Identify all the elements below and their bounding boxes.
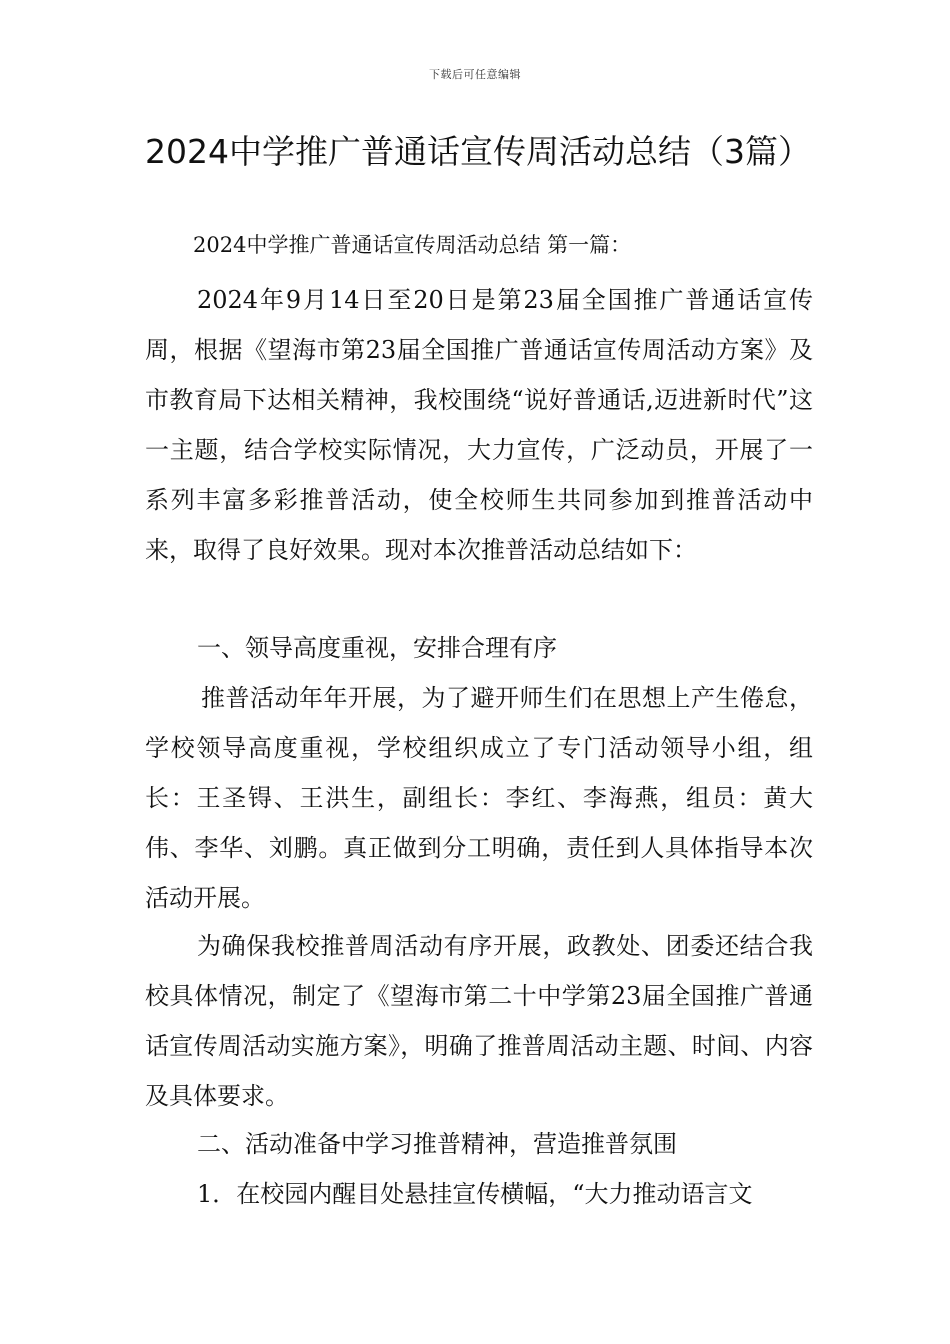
body-paragraph: 2024年9月14日至20日是第23届全国推广普通话宣传周，根据《望海市第23届全国推广普通话宣传周活动方案》及市教育局下达相关精神，我校围绕“说好普通话,迈进新时代”这一主题，结合学校实际情况，大力宣传，广泛动员，开展了一系列丰富多彩推普活动，使全校师生共同参加到推普活动中来，取得了良好效果。现对本次推普活动总结如下： bbox=[145, 286, 813, 564]
document-title: 2024中学推广普通话宣传周活动总结（3篇） bbox=[145, 132, 811, 171]
header-note: 下载后可任意编辑 bbox=[429, 68, 521, 81]
body-paragraph: 为确保我校推普周活动有序开展，政教处、团委还结合我校具体情况，制定了《望海市第二十中学第23届全国推广普通话宣传周活动实施方案》，明确了推普周活动主题、时间、内容及具体要求。 bbox=[145, 932, 813, 1110]
section-subtitle: 2024中学推广普通话宣传周活动总结 第一篇： bbox=[193, 233, 632, 257]
body-paragraph: 1．在校园内醒目处悬挂宣传横幅，“大力推动语言文 bbox=[197, 1180, 753, 1208]
section-heading: 一、领导高度重视，安排合理有序 bbox=[197, 634, 557, 662]
section-heading: 二、活动准备中学习推普精神，营造推普氛围 bbox=[197, 1130, 677, 1158]
body-paragraph: 推普活动年年开展，为了避开师生们在思想上产生倦怠，学校领导高度重视，学校组织成立了专门活动领导小组，组长：王圣锝、王洪生，副组长：李红、李海燕，组员：黄大伟、李华、刘鹏。真正做到分工明确，责任到人具体指导本次活动开展。 bbox=[145, 684, 813, 912]
